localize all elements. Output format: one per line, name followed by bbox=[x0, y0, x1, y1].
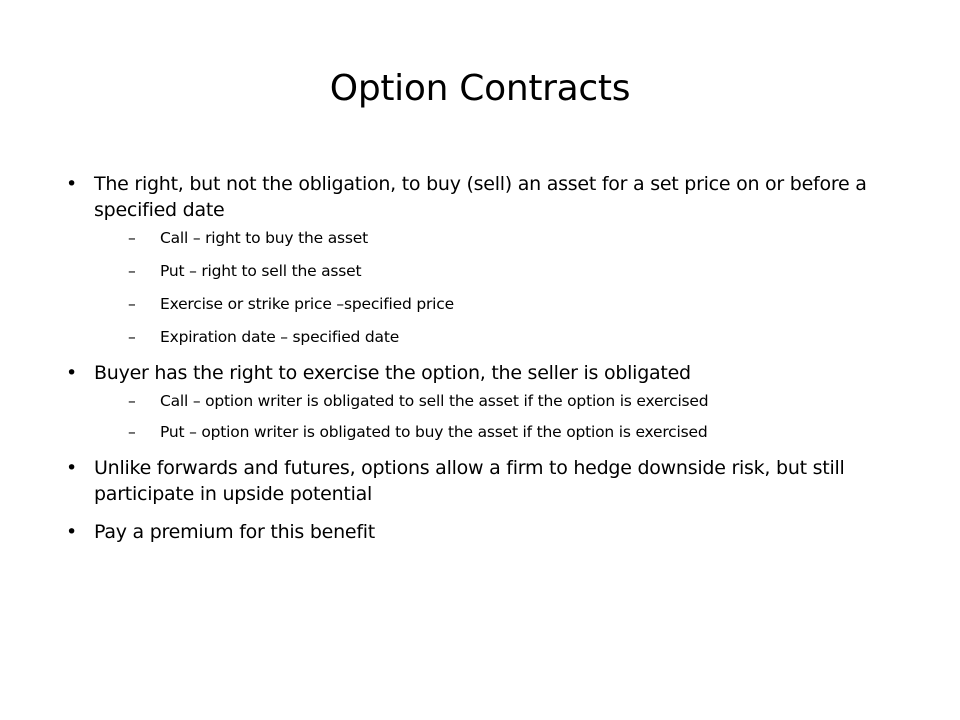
bullet-list bbox=[66, 171, 906, 545]
bullet-marker: • bbox=[66, 173, 77, 195]
bullet-text: Unlike forwards and futures, options allow a firm to hedge downside risk, but still participate in upside potential bbox=[94, 457, 845, 505]
bullet-text: Pay a premium for this benefit bbox=[94, 521, 376, 543]
sub-bullet-item bbox=[94, 260, 906, 282]
sub-bullet-text: Put – option writer is obligated to buy the asset if the option is exercised bbox=[160, 423, 708, 441]
sub-bullet-item bbox=[94, 293, 906, 315]
sub-bullet-marker: – bbox=[128, 423, 136, 441]
bullet-item bbox=[66, 519, 906, 545]
sub-bullet-item bbox=[94, 227, 906, 249]
sub-bullet-marker: – bbox=[128, 295, 136, 313]
sub-bullet-marker: – bbox=[128, 328, 136, 346]
sub-bullet-item bbox=[94, 390, 906, 412]
sub-bullet-text: Expiration date – specified date bbox=[160, 328, 400, 346]
bullet-item bbox=[66, 455, 906, 507]
sub-bullet-list bbox=[94, 227, 906, 348]
sub-bullet-text: Exercise or strike price –specified price bbox=[160, 295, 454, 313]
bullet-marker: • bbox=[66, 457, 77, 479]
sub-bullet-text: Put – right to sell the asset bbox=[160, 262, 362, 280]
slide-title: Option Contracts bbox=[329, 68, 631, 109]
sub-bullet-text: Call – right to buy the asset bbox=[160, 229, 368, 247]
bullet-item bbox=[66, 171, 906, 348]
sub-bullet-list bbox=[94, 390, 906, 443]
bullet-marker: • bbox=[66, 362, 77, 384]
bullet-marker: • bbox=[66, 521, 77, 543]
sub-bullet-text: Call – option writer is obligated to sell the asset if the option is exercised bbox=[160, 392, 709, 410]
sub-bullet-item bbox=[94, 421, 906, 443]
sub-bullet-marker: – bbox=[128, 392, 136, 410]
bullet-text: The right, but not the obligation, to buy (sell) an asset for a set price on or before a specified date bbox=[94, 173, 867, 221]
sub-bullet-item bbox=[94, 326, 906, 348]
bullet-text: Buyer has the right to exercise the option, the seller is obligated bbox=[94, 362, 691, 384]
sub-bullet-marker: – bbox=[128, 229, 136, 247]
sub-bullet-marker: – bbox=[128, 262, 136, 280]
bullet-item bbox=[66, 360, 906, 443]
